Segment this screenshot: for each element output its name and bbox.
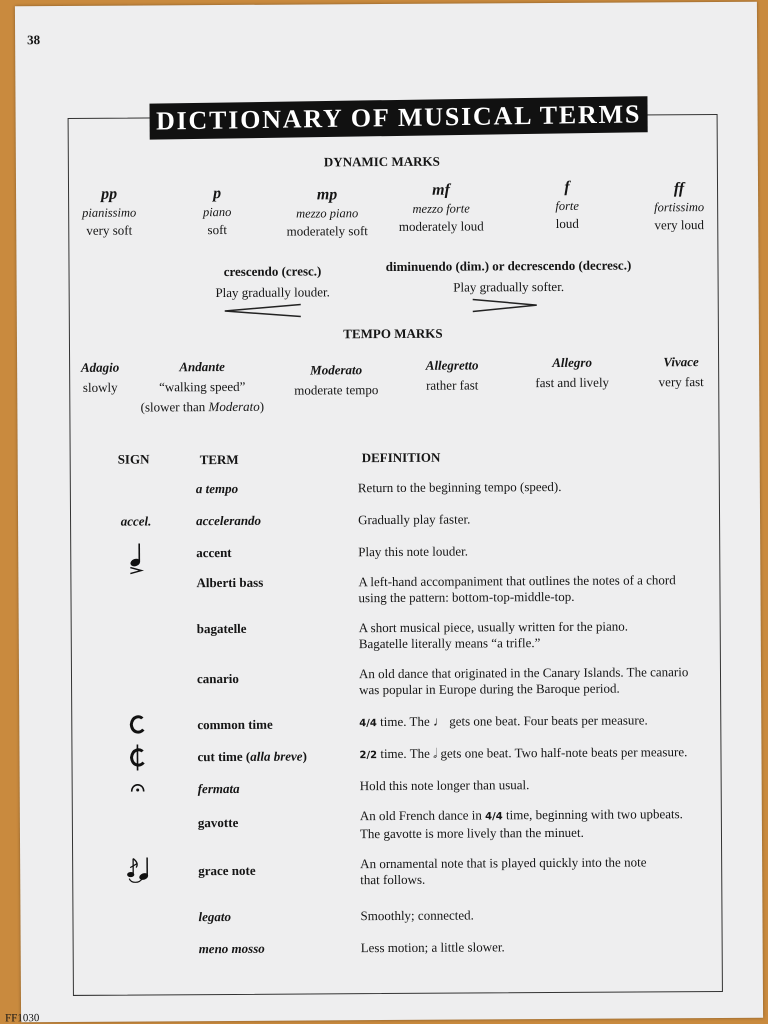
dynamic-name: piano [202, 204, 232, 220]
accel-sign: accel. [120, 513, 152, 529]
definition: Play this note louder. [358, 543, 469, 560]
tempo-mark-moderato [281, 360, 391, 401]
tempo-name: Allegro [552, 354, 592, 371]
dynamic-symbol: mp [316, 186, 338, 204]
diminuendo-meaning: Play gradually softer. [453, 278, 565, 295]
tempo-meaning: “walking speed” [159, 378, 246, 395]
term: a tempo [195, 480, 239, 497]
dynamic-symbol: p [212, 185, 222, 203]
crescendo-block [192, 260, 352, 303]
definition-column-header: DEFINITION [361, 449, 441, 466]
tempo-extra: (slower than Moderato) [140, 398, 265, 415]
tempo-meaning: fast and lively [535, 374, 610, 391]
dynamic-mark-mp [272, 186, 382, 241]
definition: 2/2 time. The 𝅗𝅥 gets one beat. Two half-note beats per measure. [359, 744, 688, 762]
definition: An old dance that originated in the Canary Islands. The canario was popular in Europe during the Baroque period. [358, 664, 689, 698]
catalog-number: FF1030 [5, 1012, 40, 1024]
diminuendo-term: diminuendo (dim.) or decrescendo (decresc.) [385, 257, 632, 275]
sign-column-header: SIGN [117, 451, 150, 467]
tempo-mark-andante [127, 357, 277, 418]
tempo-mark-adagio [65, 358, 135, 398]
tempo-meaning: moderate tempo [294, 382, 379, 398]
tempo-meaning: very fast [658, 374, 704, 390]
dynamic-mark-p [162, 185, 272, 240]
term: meno mosso [198, 940, 265, 957]
dynamic-symbol: pp [101, 185, 118, 203]
term: canario [196, 670, 239, 687]
dynamic-mark-mf [386, 181, 496, 236]
grace-note-icon [116, 855, 160, 890]
dynamic-symbol: f [564, 178, 570, 196]
definition: Hold this note longer than usual. [359, 777, 530, 794]
definition: 4/4 time. The ♩ gets one beat. Four beats per measure. [359, 712, 648, 730]
term: cut time (alla breve) [197, 748, 307, 765]
term: fermata [197, 780, 240, 797]
definition: An ornamental note that is played quickly into the note that follows. [360, 854, 647, 888]
dynamic-meaning: soft [207, 221, 228, 238]
tempo-name: Andante [179, 359, 225, 375]
tempo-mark-allegro [517, 353, 627, 394]
dynamic-mark-ff [624, 180, 734, 235]
dynamic-symbol: mf [432, 181, 450, 199]
dynamic-name: fortissimo [654, 200, 705, 215]
dynamic-mark-f [512, 179, 622, 234]
definition: A left-hand accompaniment that outlines the notes of a chord using the pattern: bottom-top-middle-top. [358, 572, 676, 606]
term: accent [196, 544, 232, 561]
definition: Gradually play faster. [358, 511, 471, 528]
tempo-name: Vivace [663, 354, 699, 370]
dynamic-name: pianissimo [82, 205, 137, 220]
dynamic-meaning: moderately soft [286, 223, 368, 239]
dynamic-name: mezzo piano [296, 206, 359, 221]
tempo-name: Allegretto [425, 357, 479, 373]
term: gavotte [197, 814, 239, 831]
fermata-icon [116, 779, 160, 798]
tempo-mark-vivace [641, 352, 721, 392]
tempo-name: Adagio [80, 359, 120, 375]
book-page [5, 2, 763, 1024]
dynamic-symbol: ff [673, 180, 685, 198]
common-time-icon [115, 713, 159, 740]
term-column-header: TERM [199, 451, 239, 468]
definition: An old French dance in 4/4 time, beginning with two upbeats. The gavotte is more lively than the minuet. [359, 806, 683, 842]
tempo-name: Moderato [310, 362, 363, 378]
tempo-marks-heading: TEMPO MARKS [343, 325, 443, 342]
term: legato [198, 908, 232, 925]
cut-time-icon [115, 743, 159, 776]
diminuendo-block [368, 254, 648, 298]
tempo-meaning: rather fast [426, 377, 479, 393]
page-title: DICTIONARY OF MUSICAL TERMS [150, 96, 648, 139]
dynamic-meaning: loud [555, 215, 579, 231]
tempo-mark-allegretto [407, 355, 497, 396]
tempo-meaning: slowly [82, 379, 118, 395]
dynamic-mark-pp [54, 185, 164, 240]
page-number: 38 [27, 32, 41, 48]
definition: Smoothly; connected. [360, 907, 474, 924]
term: accelerando [196, 512, 262, 529]
crescendo-term: crescendo (cresc.) [223, 263, 322, 280]
definition: Less motion; a little slower. [360, 939, 505, 956]
dynamic-name: forte [555, 198, 579, 213]
definition: A short musical piece, usually written for the piano. Bagatelle literally means “a trifle.” [358, 618, 629, 652]
dynamic-meaning: very loud [654, 217, 705, 233]
dynamic-name: mezzo forte [412, 201, 470, 216]
diminuendo-hairpin-icon [471, 297, 539, 313]
term: Alberti bass [196, 574, 264, 591]
dynamic-meaning: moderately loud [398, 218, 484, 234]
dynamic-marks-heading: DYNAMIC MARKS [323, 153, 440, 170]
term: common time [197, 716, 273, 733]
crescendo-meaning: Play gradually louder. [215, 284, 330, 301]
crescendo-hairpin-icon [223, 303, 303, 319]
term: grace note [198, 862, 256, 879]
dynamic-meaning: very soft [86, 222, 133, 238]
definition: Return to the beginning tempo (speed). [357, 478, 562, 496]
term: bagatelle [196, 620, 247, 637]
